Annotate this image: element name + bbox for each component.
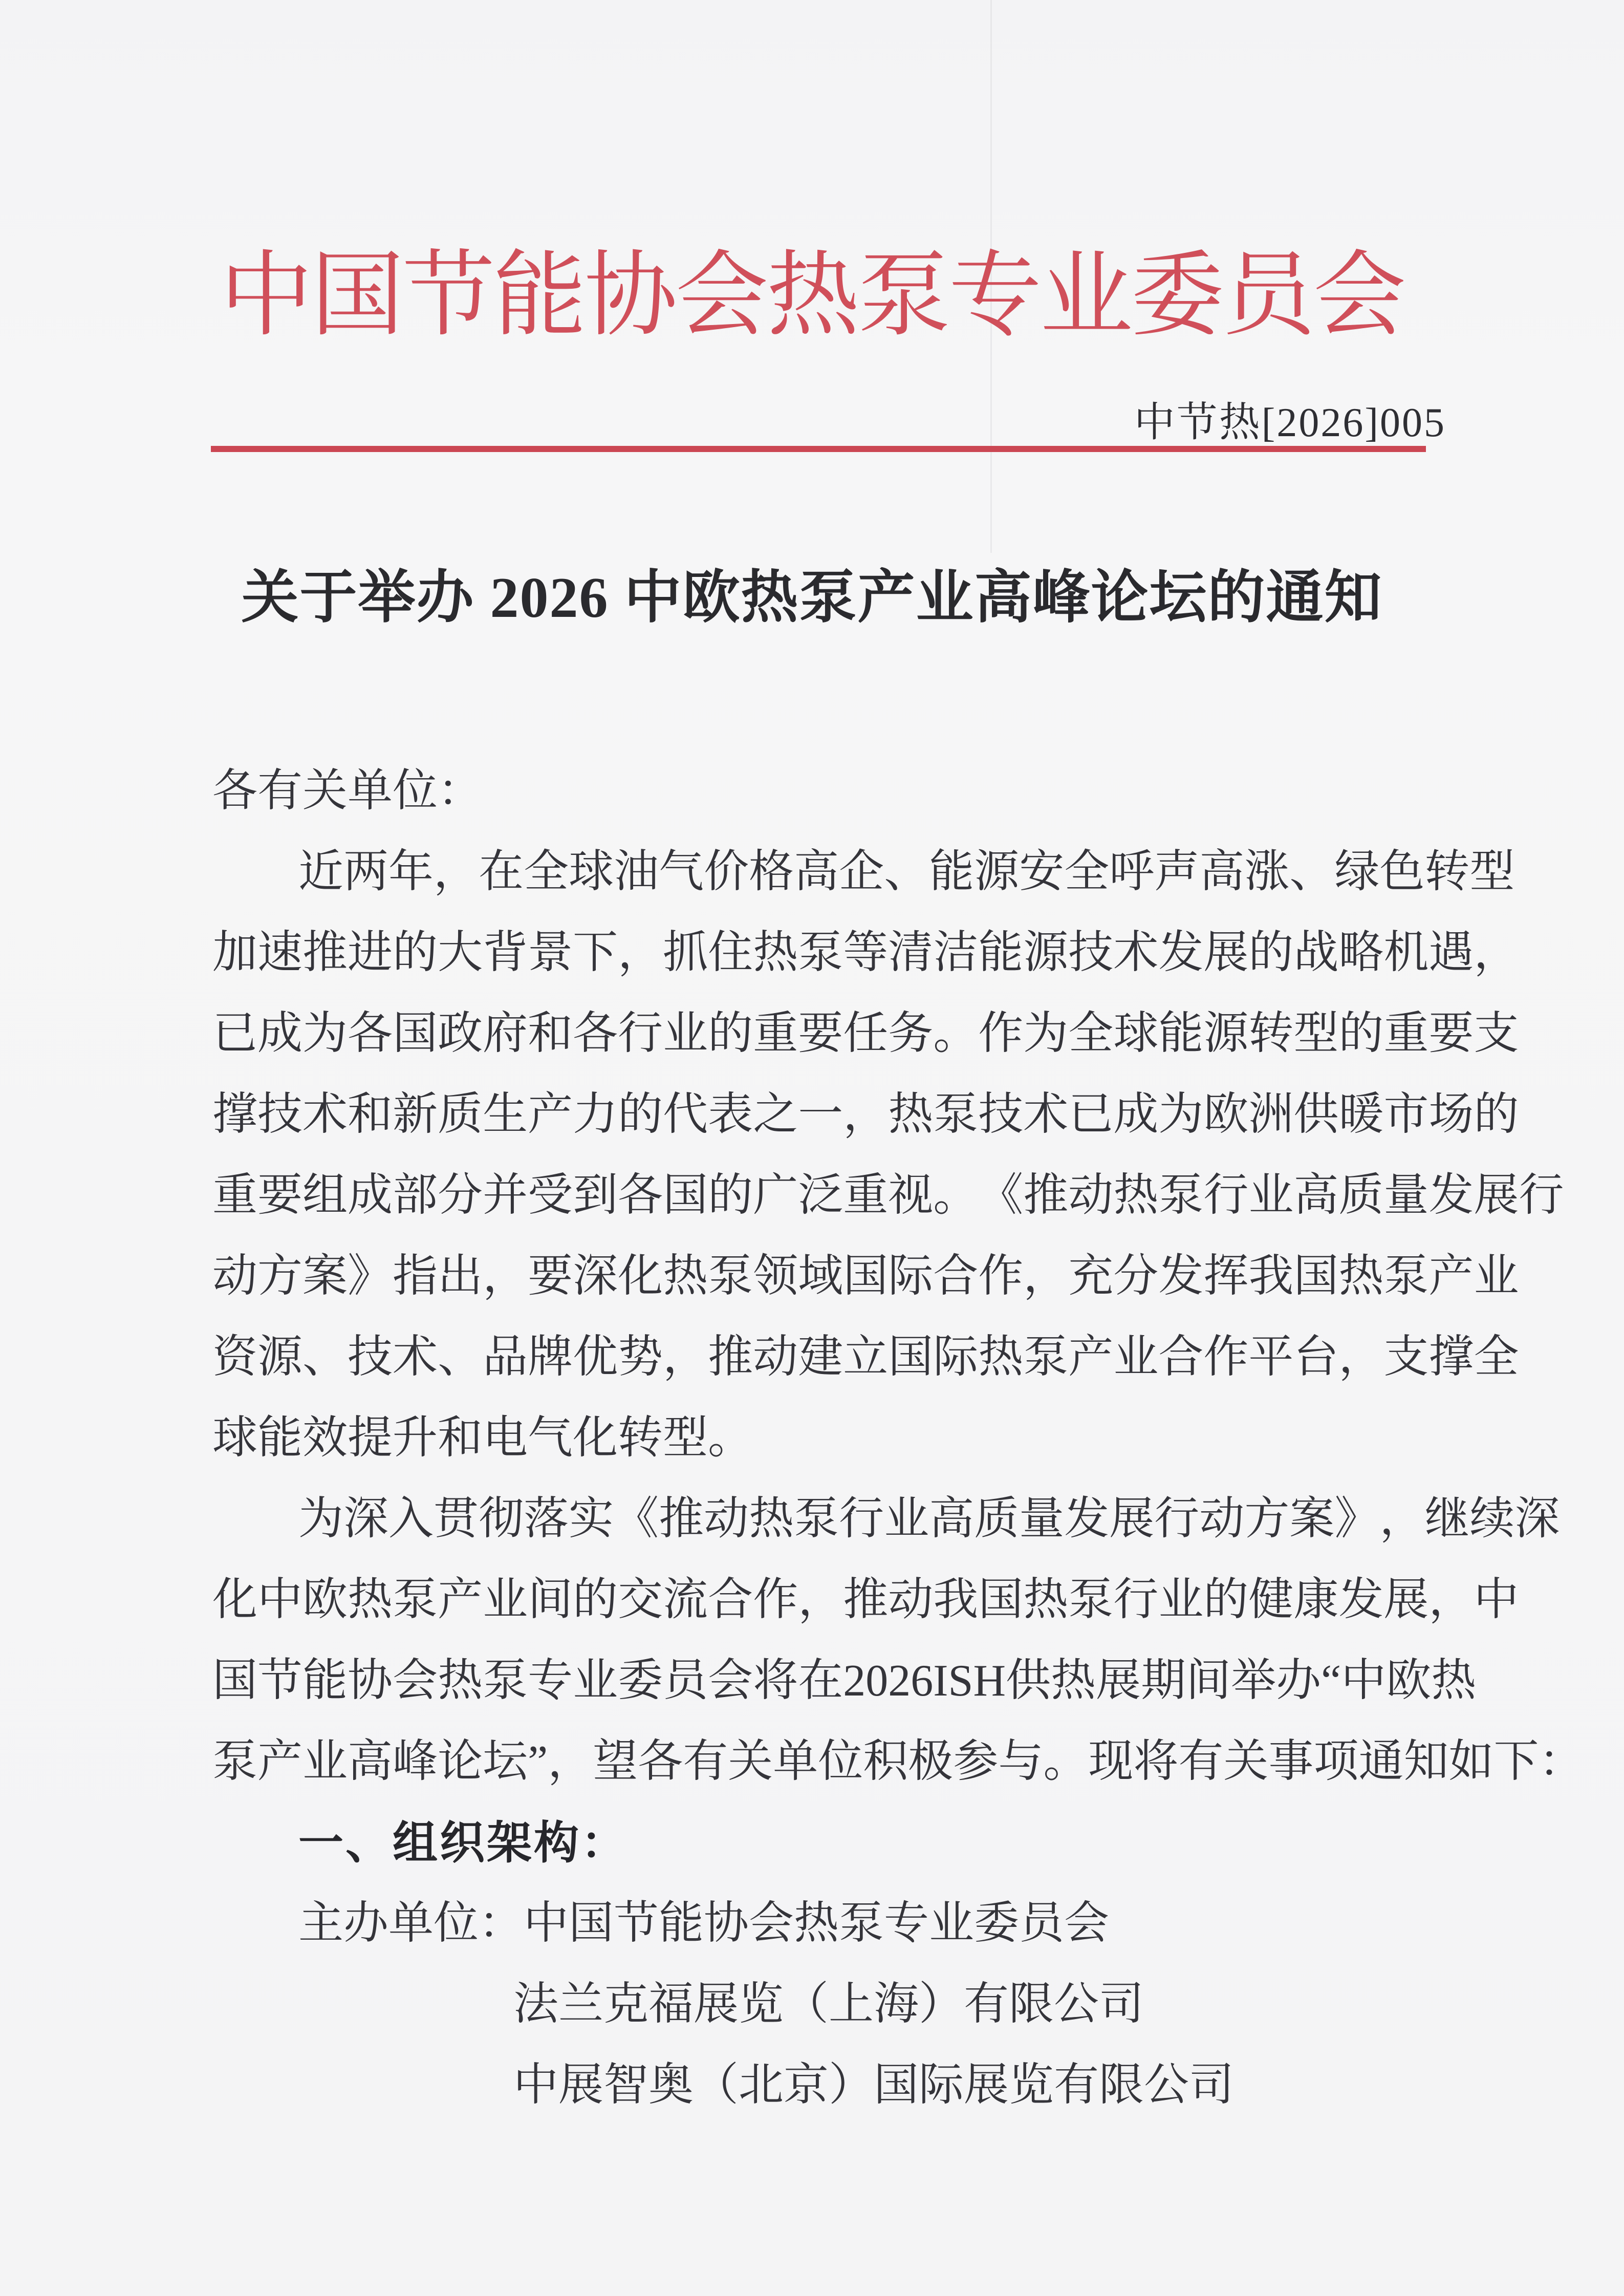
body-line: 中展智奥（北京）国际展览有限公司 [513, 2061, 1235, 2110]
notice-title: 关于举办 2026 中欧热泵产业高峰论坛的通知 [241, 566, 1383, 630]
body-line: 国 节 能 协 会 热 泵 专 业 委 员 会 将 在 2026ISH 供 热 展 期 间 举 办 “ 中 欧 热 [212, 1656, 1477, 1706]
body-line: 加 速 推 进 的 大 背 景 下 ， 抓 住 热 泵 等 清 洁 能 源 技 术 发 展 的 战 略 机 遇 ， [212, 928, 1519, 978]
body-line: 撑 技 术 和 新 质 生 产 力 的 代 表 之 一 ， 热 泵 技 术 已 成 为 欧 洲 供 暖 市 场 的 [212, 1090, 1519, 1140]
doc-reference-number: 中节热[2026]005 [1134, 400, 1446, 445]
letterhead-divider-rule [211, 446, 1426, 452]
body-line: 化 中 欧 热 泵 产 业 间 的 交 流 合 作 ， 推 动 我 国 热 泵 行 业 的 健 康 发 展 ， 中 [212, 1575, 1519, 1625]
body-line: 法兰克福展览（上海）有限公司 [513, 1980, 1144, 2029]
body-line: 重 要 组 成 部 分 并 受 到 各 国 的 广 泛 重 视 。 《 推 动 热 泵 行 业 高 质 量 发 展 行 [212, 1171, 1564, 1220]
body-line: 泵 产 业 高 峰 论 坛 ” ， 望 各 有 关 单 位 积 极 参 与 。 现 将 有 关 事 项 通 知 如 下 ： [212, 1737, 1584, 1787]
body-line: 球能效提升和电气化转型。 [212, 1413, 753, 1463]
body-line: 已 成 为 各 国 政 府 和 各 行 业 的 重 要 任 务 。 作 为 全 球 能 源 转 型 的 重 要 支 [212, 1009, 1519, 1059]
body-line: 动 方 案 》 指 出 ， 要 深 化 热 泵 领 域 国 际 合 作 ， 充 分 发 挥 我 国 热 泵 产 业 [212, 1252, 1519, 1301]
body-lines [212, 751, 1584, 2126]
letterhead-org-title: 中国节能协会热泵专业委员会 [220, 245, 1404, 348]
body-line: 资 源 、 技 术 、 品 牌 优 势 ， 推 动 建 立 国 际 热 泵 产 业 合 作 平 台 ， 支 撑 全 [212, 1333, 1519, 1382]
body-line: 近 两 年 ， 在 全 球 油 气 价 格 高 企 、 能 源 安 全 呼 声 高 涨 、 绿 色 转 型 [298, 847, 1515, 897]
body-line: 为 深 入 贯 彻 落 实 《 推 动 热 泵 行 业 高 质 量 发 展 行 动 方 案 》 ， 继 续 深 [298, 1494, 1560, 1544]
body-line: 各有关单位： [212, 766, 483, 816]
section-heading: 一、组织架构： [298, 1817, 629, 1868]
body-line: 主办单位：中国节能协会热泵专业委员会 [298, 1899, 1110, 1948]
